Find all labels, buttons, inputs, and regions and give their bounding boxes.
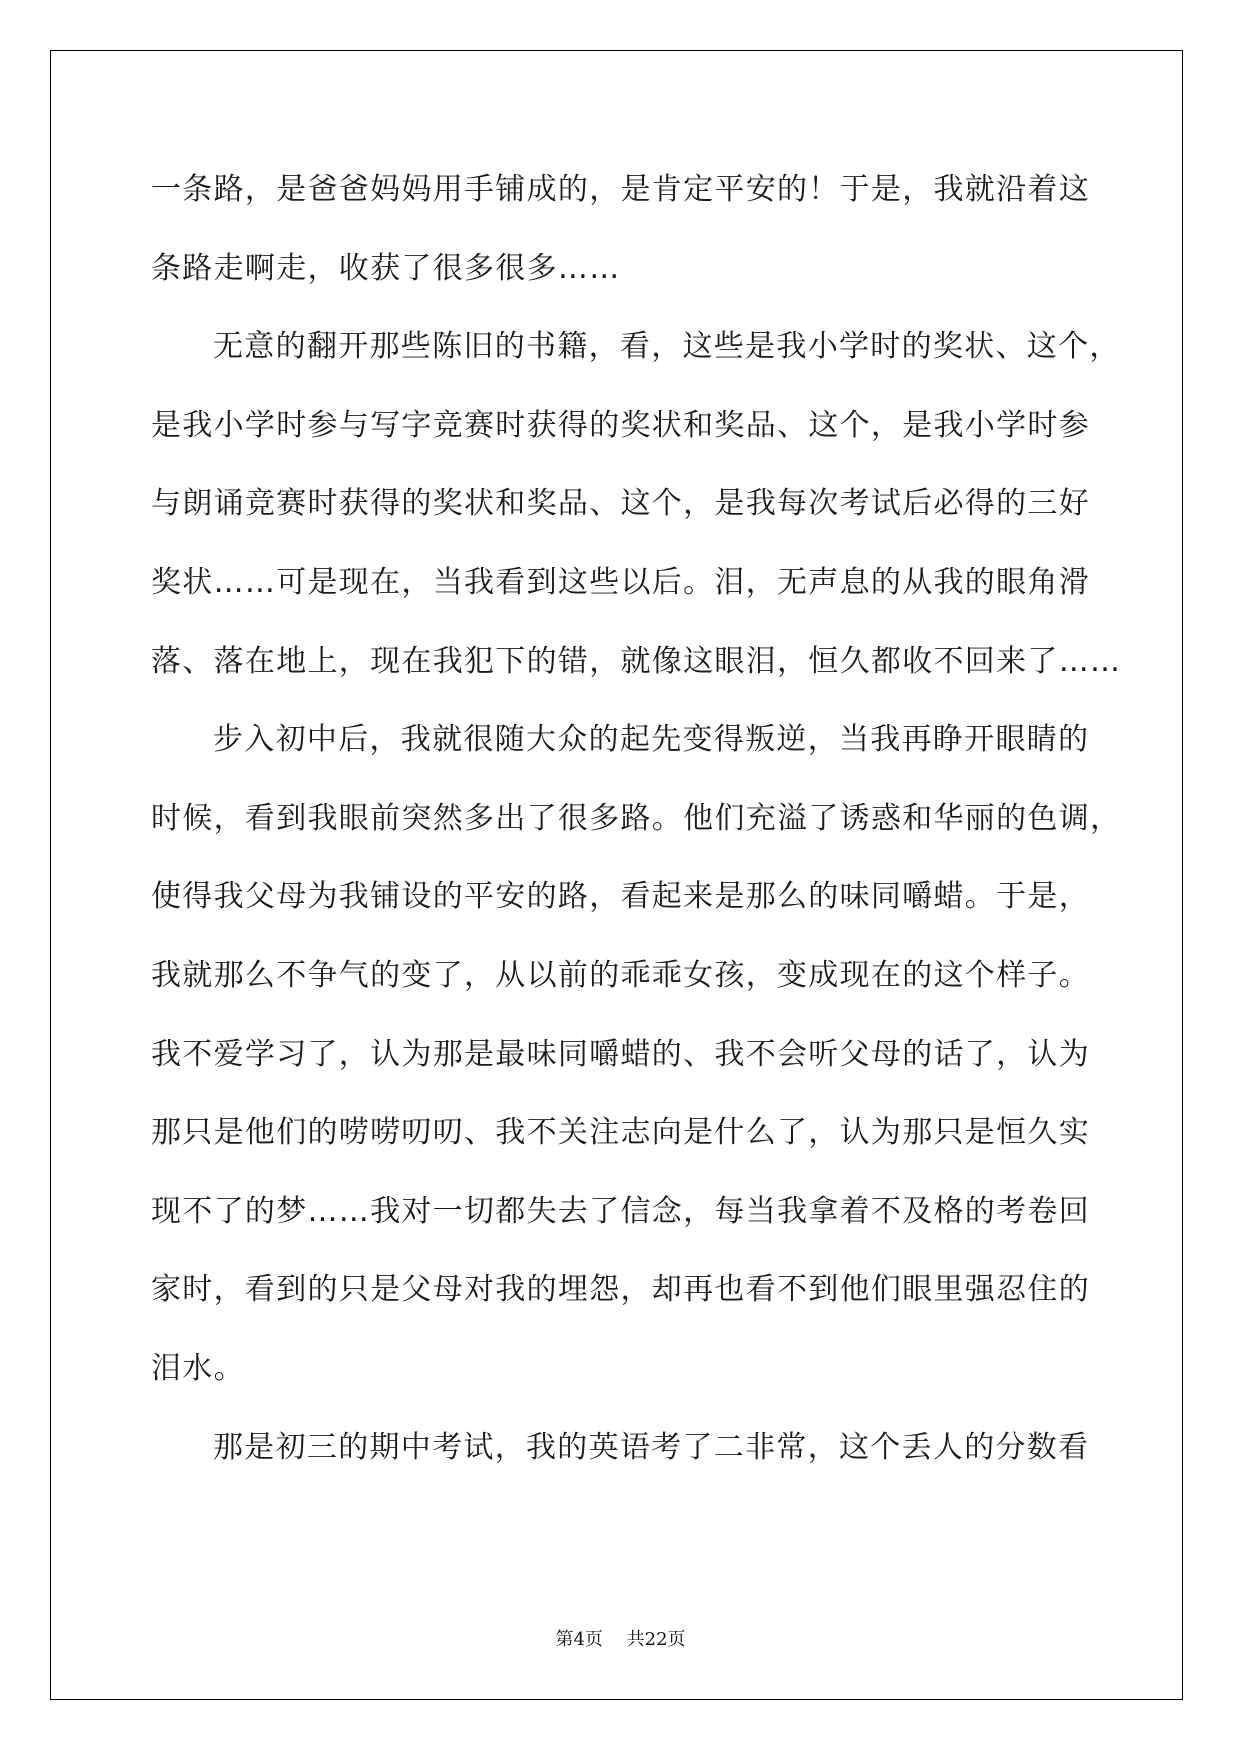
text-line: 那只是他们的唠唠叨叨、我不关注志向是什么了，认为那只是恒久实 [151,1115,1090,1151]
page-footer [0,1625,1241,1651]
text-line: 泪水。 [151,1350,245,1386]
text-line: 我不爱学习了，认为那是最味同嚼蜡的、我不会听父母的话了，认为 [151,1036,1090,1072]
text-line: 时候，看到我眼前突然多出了很多路。他们充溢了诱惑和华丽的色调， [151,800,1122,836]
text-line: 那是初三的期中考试，我的英语考了二非常，这个丢人的分数看 [213,1429,1090,1465]
text-line: 使得我父母为我铺设的平安的路，看起来是那么的味同嚼蜡。于是， [151,879,1090,915]
text-line: 条路走啊走，收获了很多很多…… [151,250,621,286]
text-line: 一条路，是爸爸妈妈用手铺成的，是肯定平安的！于是，我就沿着这 [151,172,1090,207]
text-line: 无意的翻开那些陈旧的书籍，看，这些是我小学时的奖状、这个， [213,329,1121,365]
text-line: 我就那么不争气的变了，从以前的乖乖女孩，变成现在的这个样子。 [151,957,1090,993]
text-line: 步入初中后，我就很随大众的起先变得叛逆，当我再睁开眼睛的 [213,722,1090,758]
text-line: 家时，看到的只是父母对我的埋怨，却再也看不到他们眼里强忍住的 [151,1272,1090,1308]
text-line: 与朗诵竞赛时获得的奖状和奖品、这个，是我每次考试后必得的三好 [151,486,1090,522]
document-body [151,162,1122,1498]
text-line: 现不了的梦……我对一切都失去了信念，每当我拿着不及格的考卷回 [151,1193,1090,1229]
text-line: 是我小学时参与写字竞赛时获得的奖状和奖品、这个，是我小学时参 [151,407,1090,443]
text-line: 落、落在地上，现在我犯下的错，就像这眼泪，恒久都收不回来了…… [151,643,1122,679]
text-line: 奖状……可是现在，当我看到这些以后。泪，无声息的从我的眼角滑 [151,564,1090,600]
current-page-label: 第4页 [555,1629,603,1650]
total-pages-label: 共22页 [626,1629,686,1650]
